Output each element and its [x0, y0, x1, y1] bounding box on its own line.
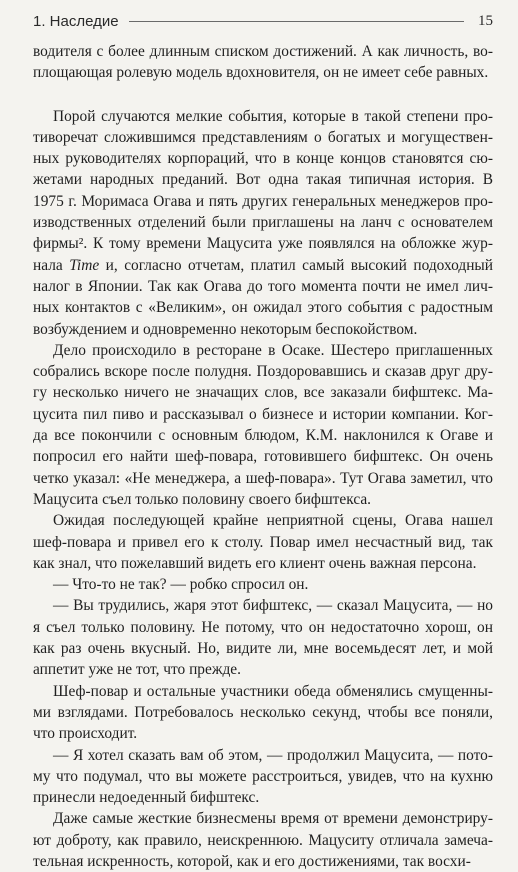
- text-line: цусита пил пиво и рассказывал о бизнесе и истории компании. Ког-: [33, 405, 493, 423]
- text-line: площающая ролевую модель вдохновителя, он не имеет себе равных.: [33, 64, 489, 82]
- text-line: ных руководителях корпораций, что в конце концов становятся сю-: [33, 150, 493, 168]
- paragraph: [33, 808, 493, 872]
- text-line: шеф-повара и привел его к столу. Повар имел несчастный вид, так: [33, 533, 493, 551]
- text-line: Дело происходило в ресторане в Осаке. Шестеро приглашенных: [53, 341, 493, 359]
- text-line: что происходит.: [33, 725, 138, 743]
- paragraph: [33, 574, 493, 595]
- paragraph: [33, 745, 493, 809]
- header-rule: [129, 21, 464, 22]
- text-line: гу несколько ничего не значащих слов, все заказали бифштекс. Ма-: [33, 384, 493, 402]
- text-line: Даже самые жесткие бизнесмены время от времени демонстриру-: [53, 810, 493, 828]
- text-line: ют доброту, как правило, неискреннюю. Мацуситу отличала замеча-: [33, 831, 493, 849]
- body-text: [33, 41, 493, 872]
- text-line: собрались вскоре после полудня. Поздоровавшись и сказав друг дру-: [33, 363, 493, 381]
- text-line: му что подумал, что вы можете расстроиться, увидев, что на кухню: [33, 767, 493, 785]
- paragraph: [33, 681, 493, 745]
- paragraph: [33, 510, 493, 574]
- text-line: изводственных отделений были приглашены на ланч с основателем: [33, 214, 493, 232]
- text-line: 1975 г. Моримаса Огава и пять других генеральных менеджеров про-: [33, 192, 493, 210]
- text-line: аппетит уже не тот, что прежде.: [33, 661, 241, 679]
- text-line: возбуждением и одновременно некоторым беспокойством.: [33, 320, 418, 338]
- paragraph-gap: [33, 84, 493, 106]
- text-line: фирмы². К тому времени Мацусита уже появлялся на обложке жур-: [33, 235, 493, 253]
- text-line: я съел только половину. Не потому, что он недостаточно хорош, он: [33, 618, 493, 636]
- chapter-title: 1. Наследие: [33, 12, 119, 30]
- text-line: жетами народных преданий. Вот одна такая типичная история. В: [33, 171, 493, 189]
- text-line: Шеф-повар и остальные участники обеда обменялись смущенны-: [53, 682, 493, 700]
- text-line: тиворечат сложившимся представлениям о богатых и могуществен-: [33, 128, 493, 146]
- text-line: как раз очень вкусный. Но, видите ли, мне восемьдесят лет, и мой: [33, 640, 493, 658]
- text-line: — Что-то не так? — робко спросил он.: [53, 576, 309, 594]
- text-line: налог в Японии. Так как Огава до того момента почти не имел лич-: [33, 277, 493, 295]
- text-line: тельная искренность, которой, как и его достижениями, так восхи-: [33, 852, 471, 870]
- text-line: Мацусита съел только половину своего бифштекса.: [33, 490, 372, 508]
- text-line: нала Time и, согласно отчетам, платил самый высокий подоходный: [33, 256, 494, 274]
- text-line: четко указал: «Не менеджера, а шеф-повара». Тут Огава заметил, что: [33, 469, 493, 487]
- text-line: Ожидая последующей крайне неприятной сцены, Огава нашел: [53, 512, 493, 530]
- page-number: 15: [478, 12, 493, 29]
- paragraph: [33, 595, 493, 680]
- paragraph: [33, 41, 493, 84]
- text-line: — Я хотел сказать вам об этом, — продолжил Мацусита, — пото-: [53, 746, 493, 764]
- text-line: водителя с более длинным списком достижений. А как личность, во-: [33, 43, 493, 60]
- text-line: ных контактов с «Великим», он ожидал этого события с радостным: [33, 299, 493, 317]
- paragraph: [33, 106, 493, 340]
- text-line: Порой случаются мелкие события, которые в такой степени про-: [53, 107, 493, 125]
- text-line: принесли недоеденный бифштекс.: [33, 789, 260, 807]
- text-line: попросил его найти шеф-повара, готовившего бифштекс. Он очень: [33, 448, 493, 466]
- running-header: [33, 10, 493, 32]
- paragraph: [33, 340, 493, 510]
- text-line: — Вы трудились, жаря этот бифштекс, — сказал Мацусита, — но: [53, 597, 493, 615]
- text-line: как знал, что пожелавший видеть его клиент очень важная персона.: [33, 554, 477, 572]
- text-line: да все покончили с основным блюдом, К.М. наклонился к Огаве и: [33, 427, 493, 445]
- text-line: ми взглядами. Потребовалось несколько секунд, чтобы все поняли,: [33, 703, 493, 721]
